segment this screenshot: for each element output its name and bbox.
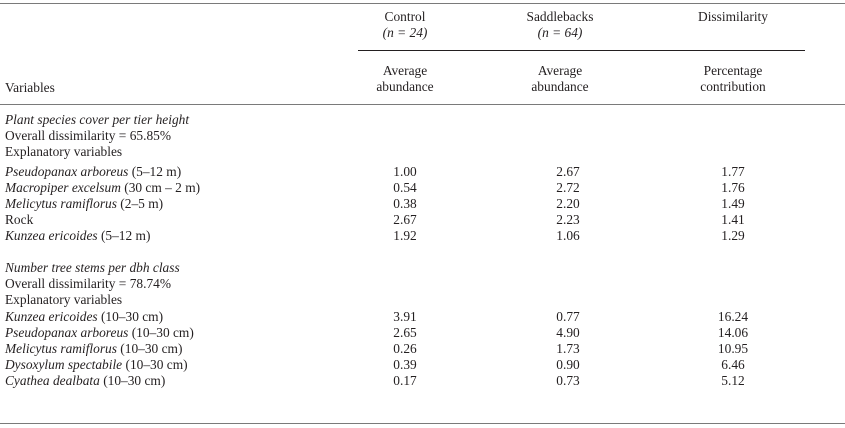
header-control-sub2: abundance: [376, 79, 434, 94]
header-dissimilarity-sub: [673, 63, 793, 95]
header-control-sub1: Average: [382, 63, 428, 78]
size-range: (10–30 cm): [116, 341, 183, 356]
species-name: Melicytus ramiflorus: [5, 341, 117, 356]
species-name: Dysoxylum spectabile: [5, 357, 123, 372]
size-range: Rock: [5, 212, 34, 227]
row-variable: [5, 180, 200, 196]
species-name: Cyathea dealbata: [5, 373, 100, 388]
section-1-title: Plant species cover per tier height: [5, 112, 190, 127]
contribution-value: 1.29: [721, 228, 745, 243]
row-variable: [5, 196, 163, 212]
row-variable: [5, 212, 33, 228]
species-name: Kunzea ericoides: [5, 228, 98, 243]
size-range: (5–12 m): [128, 164, 182, 179]
header-bottom-rule: [0, 104, 845, 105]
section-2-overall: Overall dissimilarity = 78.74%: [5, 276, 171, 291]
row-variable: [5, 325, 194, 341]
control-value: 0.54: [393, 180, 417, 195]
header-saddlebacks-sub2: abundance: [531, 79, 589, 94]
contribution-value: 14.06: [717, 325, 749, 340]
header-saddlebacks-n: (n = 64): [537, 25, 583, 40]
saddlebacks-value: 0.90: [556, 357, 580, 372]
size-range: (10–30 cm): [97, 309, 164, 324]
control-value: 3.91: [393, 309, 417, 324]
species-name: Pseudopanax arboreus: [5, 325, 129, 340]
header-control: [345, 9, 465, 41]
header-saddlebacks: [500, 9, 620, 41]
contribution-value: 1.77: [721, 164, 745, 179]
saddlebacks-value: 0.73: [556, 373, 580, 388]
control-value: 2.65: [393, 325, 417, 340]
header-control-n: (n = 24): [382, 25, 428, 40]
header-dissimilarity-sub1: Percentage: [703, 63, 763, 78]
header-saddlebacks-title: Saddlebacks: [526, 9, 594, 24]
header-dissimilarity-sub2: contribution: [700, 79, 766, 94]
control-value: 1.00: [393, 164, 417, 179]
contribution-value: 16.24: [717, 309, 749, 324]
contribution-value: 1.49: [721, 196, 745, 211]
header-saddlebacks-sub1: Average: [537, 63, 583, 78]
control-value: 1.92: [393, 228, 417, 243]
contribution-value: 6.46: [721, 357, 745, 372]
size-range: (2–5 m): [116, 196, 164, 211]
control-value: 0.26: [393, 341, 417, 356]
contribution-value: 10.95: [717, 341, 749, 356]
size-range: (30 cm – 2 m): [120, 180, 201, 195]
control-value: 0.38: [393, 196, 417, 211]
table-top-rule: [0, 3, 845, 4]
species-name: Pseudopanax arboreus: [5, 164, 129, 179]
contribution-value: 5.12: [721, 373, 745, 388]
header-dissimilarity-title: Dissimilarity: [698, 9, 768, 24]
header-control-title: Control: [384, 9, 426, 24]
species-name: Macropiper excelsum: [5, 180, 121, 195]
contribution-value: 1.76: [721, 180, 745, 195]
row-variable: [5, 373, 165, 389]
size-range: (10–30 cm): [128, 325, 194, 340]
header-saddlebacks-sub: [500, 63, 620, 95]
control-value: 0.17: [393, 373, 417, 388]
header-dissimilarity: [673, 9, 793, 25]
saddlebacks-value: 2.72: [556, 180, 580, 195]
row-variable: [5, 341, 182, 357]
saddlebacks-value: 2.67: [556, 164, 580, 179]
species-name: Melicytus ramiflorus: [5, 196, 117, 211]
saddlebacks-value: 4.90: [556, 325, 580, 340]
table-bottom-rule: [0, 423, 845, 424]
saddlebacks-value: 2.20: [556, 196, 580, 211]
header-control-sub: [345, 63, 465, 95]
section-2-title: Number tree stems per dbh class: [5, 260, 180, 275]
row-variable: [5, 164, 181, 180]
row-variable: [5, 228, 150, 244]
saddlebacks-value: 1.73: [556, 341, 580, 356]
header-rule-dissimilarity: [676, 50, 790, 51]
control-value: 0.39: [393, 357, 417, 372]
saddlebacks-value: 2.23: [556, 212, 580, 227]
row-variable: [5, 309, 163, 325]
size-range: (5–12 m): [97, 228, 151, 243]
header-variables: Variables: [5, 80, 55, 95]
control-value: 2.67: [393, 212, 417, 227]
section-1-overall: Overall dissimilarity = 65.85%: [5, 128, 171, 143]
contribution-value: 1.41: [721, 212, 745, 227]
row-variable: [5, 357, 188, 373]
saddlebacks-value: 0.77: [556, 309, 580, 324]
section-1-explanatory: Explanatory variables: [5, 144, 123, 159]
section-2-explanatory: Explanatory variables: [5, 292, 123, 307]
saddlebacks-value: 1.06: [556, 228, 580, 243]
size-range: (10–30 cm): [99, 373, 166, 388]
species-name: Kunzea ericoides: [5, 309, 98, 324]
size-range: (10–30 cm): [122, 357, 188, 372]
